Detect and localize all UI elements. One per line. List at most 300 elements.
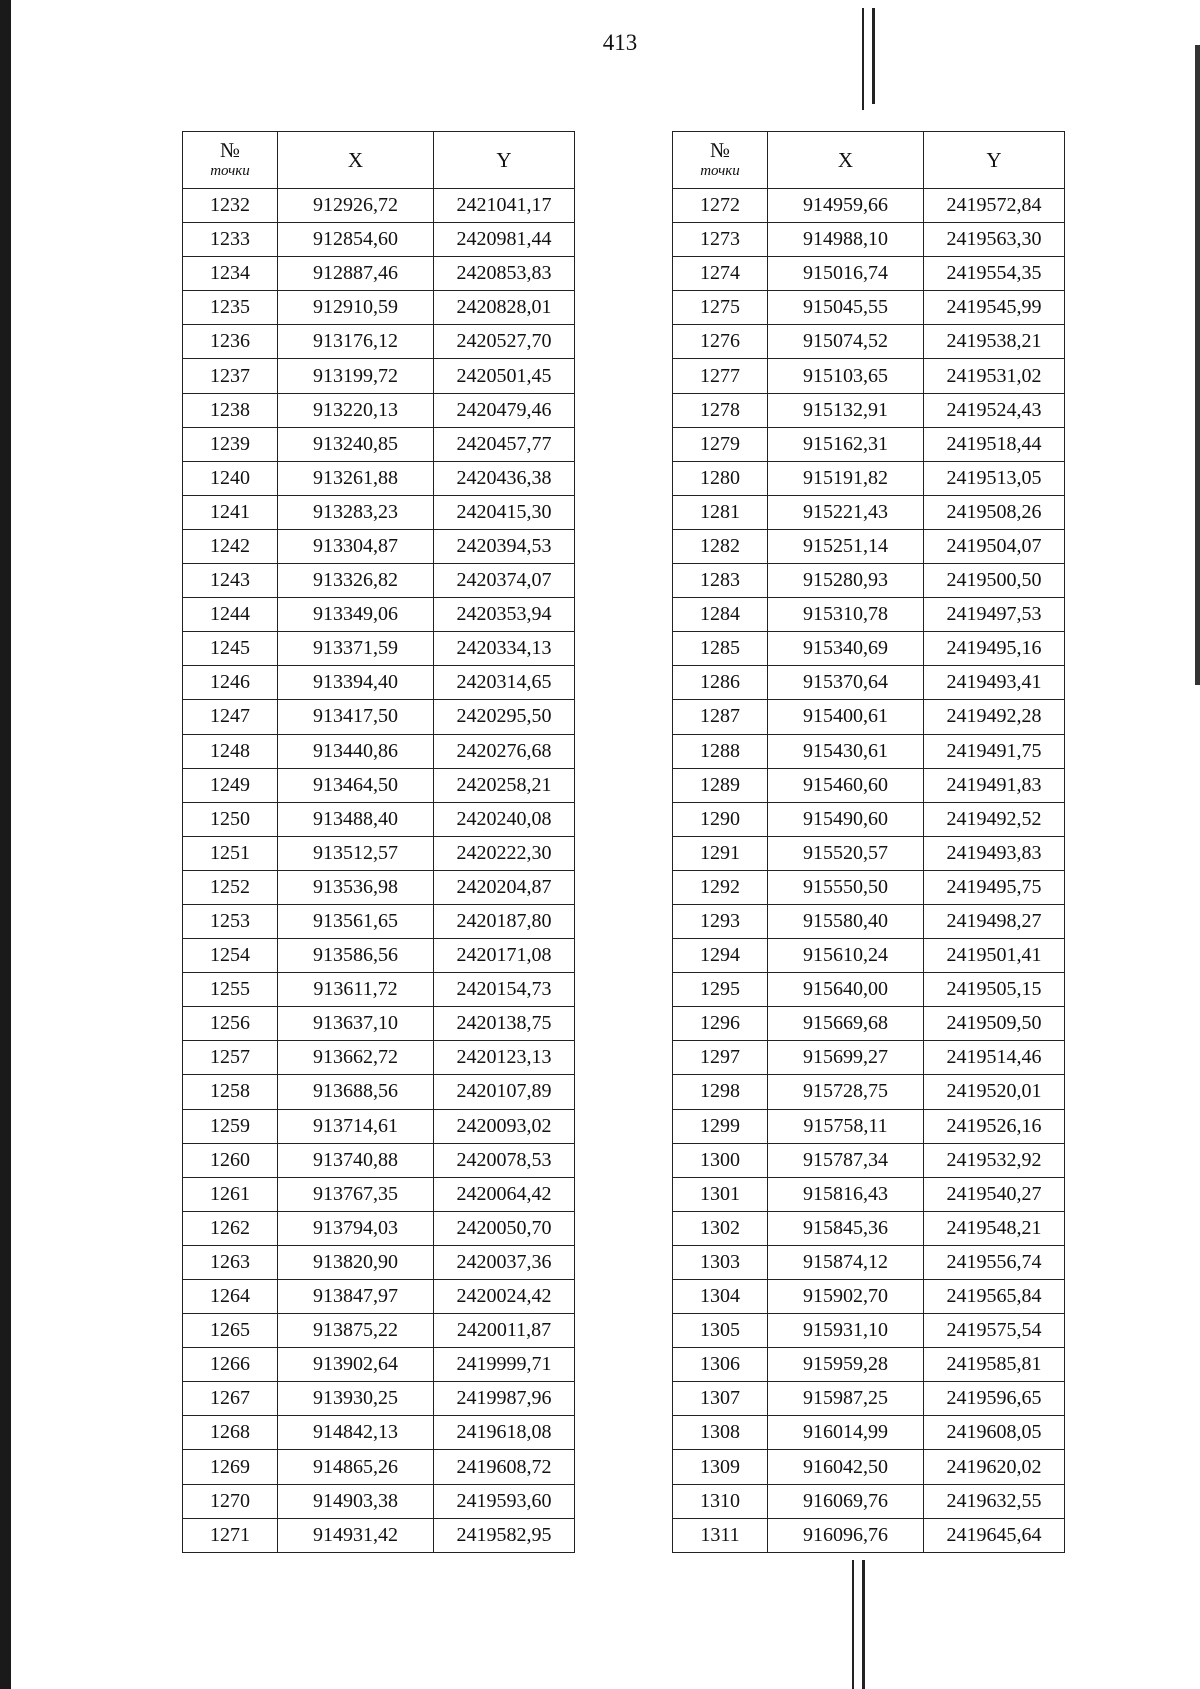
cell-x: 913304,87: [278, 529, 434, 563]
cell-point-number: 1280: [673, 461, 768, 495]
column-header-y: Y: [924, 132, 1065, 189]
cell-x: 913261,88: [278, 461, 434, 495]
cell-x: 915280,93: [768, 564, 924, 598]
cell-point-number: 1310: [673, 1484, 768, 1518]
cell-y: 2420415,30: [434, 495, 575, 529]
cell-y: 2419545,99: [924, 291, 1065, 325]
cell-y: 2419520,01: [924, 1075, 1065, 1109]
cell-point-number: 1275: [673, 291, 768, 325]
cell-point-number: 1268: [183, 1416, 278, 1450]
cell-point-number: 1290: [673, 802, 768, 836]
cell-x: 915074,52: [768, 325, 924, 359]
cell-y: 2420204,87: [434, 870, 575, 904]
cell-point-number: 1254: [183, 939, 278, 973]
binding-line-bottom-2: [862, 1560, 865, 1689]
column-header-x: X: [278, 132, 434, 189]
cell-x: 915699,27: [768, 1041, 924, 1075]
cell-point-number: 1252: [183, 870, 278, 904]
cell-point-number: 1306: [673, 1348, 768, 1382]
cell-y: 2419620,02: [924, 1450, 1065, 1484]
table-row: [183, 461, 575, 495]
table-row: [183, 598, 575, 632]
cell-x: 913930,25: [278, 1382, 434, 1416]
cell-point-number: 1233: [183, 223, 278, 257]
table-row: [183, 393, 575, 427]
table-row: [673, 598, 1065, 632]
cell-x: 914865,26: [278, 1450, 434, 1484]
cell-x: 915959,28: [768, 1348, 924, 1382]
cell-x: 913637,10: [278, 1007, 434, 1041]
cell-point-number: 1308: [673, 1416, 768, 1450]
table-row: [673, 1177, 1065, 1211]
cell-y: 2419500,50: [924, 564, 1065, 598]
table-row: [673, 802, 1065, 836]
table-row: [673, 836, 1065, 870]
cell-point-number: 1242: [183, 529, 278, 563]
cell-point-number: 1249: [183, 768, 278, 802]
table-row: [673, 1109, 1065, 1143]
table-row: [183, 1109, 575, 1143]
cell-y: 2420334,13: [434, 632, 575, 666]
cell-point-number: 1259: [183, 1109, 278, 1143]
cell-point-number: 1288: [673, 734, 768, 768]
cell-y: 2419501,41: [924, 939, 1065, 973]
cell-y: 2420374,07: [434, 564, 575, 598]
cell-point-number: 1295: [673, 973, 768, 1007]
cell-y: 2420064,42: [434, 1177, 575, 1211]
cell-y: 2419492,28: [924, 700, 1065, 734]
cell-point-number: 1260: [183, 1143, 278, 1177]
cell-point-number: 1238: [183, 393, 278, 427]
cell-x: 915640,00: [768, 973, 924, 1007]
table-row: [183, 700, 575, 734]
cell-point-number: 1300: [673, 1143, 768, 1177]
table-row: [183, 939, 575, 973]
table-row: [183, 1450, 575, 1484]
cell-y: 2419493,83: [924, 836, 1065, 870]
cell-point-number: 1234: [183, 257, 278, 291]
cell-x: 915016,74: [768, 257, 924, 291]
cell-y: 2419495,75: [924, 870, 1065, 904]
table-row: [673, 1348, 1065, 1382]
cell-y: 2421041,17: [434, 189, 575, 223]
header-point-label: точки: [700, 163, 740, 179]
table-row: [673, 1211, 1065, 1245]
cell-point-number: 1253: [183, 904, 278, 938]
table-row: [183, 223, 575, 257]
cell-y: 2419492,52: [924, 802, 1065, 836]
cell-x: 915610,24: [768, 939, 924, 973]
cell-x: 916014,99: [768, 1416, 924, 1450]
cell-y: 2420276,68: [434, 734, 575, 768]
table-row: [183, 1211, 575, 1245]
cell-x: 915787,34: [768, 1143, 924, 1177]
cell-y: 2419999,71: [434, 1348, 575, 1382]
cell-y: 2419608,05: [924, 1416, 1065, 1450]
table-row: [673, 1007, 1065, 1041]
cell-y: 2419596,65: [924, 1382, 1065, 1416]
cell-point-number: 1267: [183, 1382, 278, 1416]
cell-point-number: 1297: [673, 1041, 768, 1075]
table-row: [183, 325, 575, 359]
table-row: [183, 666, 575, 700]
cell-y: 2419538,21: [924, 325, 1065, 359]
cell-y: 2419505,15: [924, 973, 1065, 1007]
table-row: [673, 529, 1065, 563]
table-row: [673, 973, 1065, 1007]
cell-x: 915816,43: [768, 1177, 924, 1211]
table-row: [183, 564, 575, 598]
table-row: [673, 564, 1065, 598]
cell-x: 913220,13: [278, 393, 434, 427]
cell-y: 2420501,45: [434, 359, 575, 393]
coordinates-table-right: [672, 131, 1065, 1553]
cell-y: 2419495,16: [924, 632, 1065, 666]
table-row: [673, 632, 1065, 666]
cell-y: 2420138,75: [434, 1007, 575, 1041]
header-no-sign: №: [219, 138, 241, 162]
cell-y: 2419513,05: [924, 461, 1065, 495]
cell-x: 913561,65: [278, 904, 434, 938]
table-row: [183, 768, 575, 802]
cell-y: 2419575,54: [924, 1314, 1065, 1348]
cell-x: 914903,38: [278, 1484, 434, 1518]
cell-x: 913611,72: [278, 973, 434, 1007]
cell-y: 2420527,70: [434, 325, 575, 359]
cell-point-number: 1258: [183, 1075, 278, 1109]
cell-y: 2420394,53: [434, 529, 575, 563]
cell-x: 915669,68: [768, 1007, 924, 1041]
cell-y: 2420154,73: [434, 973, 575, 1007]
cell-point-number: 1277: [673, 359, 768, 393]
cell-x: 916042,50: [768, 1450, 924, 1484]
cell-y: 2419524,43: [924, 393, 1065, 427]
table-row: [183, 1382, 575, 1416]
cell-point-number: 1285: [673, 632, 768, 666]
cell-point-number: 1269: [183, 1450, 278, 1484]
column-header-x: X: [768, 132, 924, 189]
cell-point-number: 1248: [183, 734, 278, 768]
cell-x: 915221,43: [768, 495, 924, 529]
cell-point-number: 1236: [183, 325, 278, 359]
cell-x: 915310,78: [768, 598, 924, 632]
table-row: [673, 1314, 1065, 1348]
cell-y: 2419498,27: [924, 904, 1065, 938]
table-row: [183, 291, 575, 325]
cell-point-number: 1246: [183, 666, 278, 700]
cell-point-number: 1245: [183, 632, 278, 666]
cell-x: 915874,12: [768, 1245, 924, 1279]
cell-x: 915103,65: [768, 359, 924, 393]
table-row: [673, 1416, 1065, 1450]
table-row: [183, 973, 575, 1007]
cell-x: 913176,12: [278, 325, 434, 359]
cell-point-number: 1296: [673, 1007, 768, 1041]
cell-x: 915191,82: [768, 461, 924, 495]
table-row: [673, 495, 1065, 529]
table-row: [673, 666, 1065, 700]
table-row: [673, 1484, 1065, 1518]
cell-y: 2420353,94: [434, 598, 575, 632]
cell-point-number: 1263: [183, 1245, 278, 1279]
column-header-point-number: [673, 132, 768, 189]
cell-point-number: 1298: [673, 1075, 768, 1109]
table-row: [183, 1280, 575, 1314]
cell-point-number: 1262: [183, 1211, 278, 1245]
table-row: [183, 189, 575, 223]
cell-x: 913662,72: [278, 1041, 434, 1075]
cell-y: 2419645,64: [924, 1518, 1065, 1552]
cell-x: 915728,75: [768, 1075, 924, 1109]
cell-x: 913875,22: [278, 1314, 434, 1348]
cell-point-number: 1271: [183, 1518, 278, 1552]
cell-y: 2419632,55: [924, 1484, 1065, 1518]
cell-point-number: 1255: [183, 973, 278, 1007]
cell-x: 913464,50: [278, 768, 434, 802]
table-row: [673, 393, 1065, 427]
cell-point-number: 1264: [183, 1280, 278, 1314]
table-row: [673, 904, 1065, 938]
cell-point-number: 1286: [673, 666, 768, 700]
cell-x: 913199,72: [278, 359, 434, 393]
table-row: [673, 734, 1065, 768]
cell-y: 2419514,46: [924, 1041, 1065, 1075]
table-row: [673, 1280, 1065, 1314]
cell-point-number: 1272: [673, 189, 768, 223]
page-number: 413: [602, 30, 638, 55]
table-row: [183, 257, 575, 291]
header-point-label: точки: [210, 163, 250, 179]
table-row: [183, 904, 575, 938]
table-row: [183, 1143, 575, 1177]
cell-y: 2419509,50: [924, 1007, 1065, 1041]
cell-y: 2420024,42: [434, 1280, 575, 1314]
cell-x: 915758,11: [768, 1109, 924, 1143]
cell-y: 2420171,08: [434, 939, 575, 973]
cell-point-number: 1303: [673, 1245, 768, 1279]
cell-y: 2420258,21: [434, 768, 575, 802]
table-row: [183, 802, 575, 836]
cell-point-number: 1251: [183, 836, 278, 870]
cell-x: 913767,35: [278, 1177, 434, 1211]
cell-y: 2419531,02: [924, 359, 1065, 393]
table-row: [673, 1450, 1065, 1484]
cell-y: 2420107,89: [434, 1075, 575, 1109]
cell-y: 2419548,21: [924, 1211, 1065, 1245]
cell-x: 915931,10: [768, 1314, 924, 1348]
cell-y: 2419618,08: [434, 1416, 575, 1450]
table-row: [673, 1245, 1065, 1279]
cell-y: 2420222,30: [434, 836, 575, 870]
cell-x: 915490,60: [768, 802, 924, 836]
cell-point-number: 1235: [183, 291, 278, 325]
cell-point-number: 1307: [673, 1382, 768, 1416]
cell-point-number: 1293: [673, 904, 768, 938]
cell-point-number: 1284: [673, 598, 768, 632]
table-row: [183, 1314, 575, 1348]
cell-x: 913488,40: [278, 802, 434, 836]
cell-x: 915845,36: [768, 1211, 924, 1245]
cell-x: 913820,90: [278, 1245, 434, 1279]
cell-point-number: 1250: [183, 802, 278, 836]
cell-x: 914931,42: [278, 1518, 434, 1552]
cell-point-number: 1266: [183, 1348, 278, 1382]
cell-point-number: 1283: [673, 564, 768, 598]
cell-y: 2419540,27: [924, 1177, 1065, 1211]
cell-y: 2420093,02: [434, 1109, 575, 1143]
table-row: [673, 189, 1065, 223]
cell-point-number: 1305: [673, 1314, 768, 1348]
cell-y: 2419493,41: [924, 666, 1065, 700]
cell-point-number: 1287: [673, 700, 768, 734]
table-header-row: [673, 132, 1065, 189]
header-no-sign: №: [709, 138, 731, 162]
cell-x: 913847,97: [278, 1280, 434, 1314]
cell-x: 912854,60: [278, 223, 434, 257]
cell-point-number: 1302: [673, 1211, 768, 1245]
cell-y: 2419593,60: [434, 1484, 575, 1518]
cell-y: 2420828,01: [434, 291, 575, 325]
cell-x: 915400,61: [768, 700, 924, 734]
cell-x: 913326,82: [278, 564, 434, 598]
cell-y: 2419526,16: [924, 1109, 1065, 1143]
cell-y: 2420123,13: [434, 1041, 575, 1075]
table-row: [673, 1041, 1065, 1075]
cell-point-number: 1244: [183, 598, 278, 632]
cell-point-number: 1281: [673, 495, 768, 529]
cell-x: 914842,13: [278, 1416, 434, 1450]
cell-y: 2419563,30: [924, 223, 1065, 257]
cell-x: 915251,14: [768, 529, 924, 563]
cell-x: 913349,06: [278, 598, 434, 632]
cell-y: 2419556,74: [924, 1245, 1065, 1279]
cell-y: 2420240,08: [434, 802, 575, 836]
cell-x: 915162,31: [768, 427, 924, 461]
cell-x: 916096,76: [768, 1518, 924, 1552]
cell-point-number: 1304: [673, 1280, 768, 1314]
cell-x: 913794,03: [278, 1211, 434, 1245]
binding-line-top-2: [872, 8, 875, 104]
cell-point-number: 1273: [673, 223, 768, 257]
cell-point-number: 1241: [183, 495, 278, 529]
cell-point-number: 1299: [673, 1109, 768, 1143]
cell-point-number: 1256: [183, 1007, 278, 1041]
cell-x: 915460,60: [768, 768, 924, 802]
cell-x: 915132,91: [768, 393, 924, 427]
cell-y: 2420479,46: [434, 393, 575, 427]
table-row: [673, 427, 1065, 461]
cell-point-number: 1247: [183, 700, 278, 734]
cell-x: 915550,50: [768, 870, 924, 904]
cell-y: 2419554,35: [924, 257, 1065, 291]
cell-x: 915520,57: [768, 836, 924, 870]
table-row: [183, 632, 575, 666]
cell-point-number: 1301: [673, 1177, 768, 1211]
cell-y: 2419582,95: [434, 1518, 575, 1552]
cell-point-number: 1240: [183, 461, 278, 495]
cell-x: 915045,55: [768, 291, 924, 325]
cell-y: 2419518,44: [924, 427, 1065, 461]
cell-point-number: 1291: [673, 836, 768, 870]
table-row: [183, 1484, 575, 1518]
cell-y: 2420078,53: [434, 1143, 575, 1177]
cell-point-number: 1309: [673, 1450, 768, 1484]
table-row: [673, 1382, 1065, 1416]
table-row: [183, 529, 575, 563]
cell-y: 2419565,84: [924, 1280, 1065, 1314]
cell-x: 913688,56: [278, 1075, 434, 1109]
cell-point-number: 1292: [673, 870, 768, 904]
cell-y: 2420457,77: [434, 427, 575, 461]
column-header-y: Y: [434, 132, 575, 189]
cell-y: 2419585,81: [924, 1348, 1065, 1382]
table-row: [673, 1075, 1065, 1109]
cell-point-number: 1232: [183, 189, 278, 223]
cell-point-number: 1237: [183, 359, 278, 393]
cell-point-number: 1274: [673, 257, 768, 291]
table-row: [673, 325, 1065, 359]
table-row: [673, 461, 1065, 495]
table-row: [673, 1518, 1065, 1552]
table-row: [183, 1007, 575, 1041]
cell-x: 913902,64: [278, 1348, 434, 1382]
cell-x: 913740,88: [278, 1143, 434, 1177]
cell-x: 915580,40: [768, 904, 924, 938]
cell-y: 2419508,26: [924, 495, 1065, 529]
cell-x: 913536,98: [278, 870, 434, 904]
table-row: [183, 1245, 575, 1279]
cell-x: 915902,70: [768, 1280, 924, 1314]
cell-y: 2420187,80: [434, 904, 575, 938]
table-row: [183, 1518, 575, 1552]
cell-point-number: 1311: [673, 1518, 768, 1552]
cell-x: 915340,69: [768, 632, 924, 666]
cell-x: 913417,50: [278, 700, 434, 734]
table-row: [673, 768, 1065, 802]
binding-line-bottom: [852, 1560, 854, 1689]
table-row: [183, 870, 575, 904]
cell-x: 913371,59: [278, 632, 434, 666]
cell-y: 2420050,70: [434, 1211, 575, 1245]
cell-y: 2420981,44: [434, 223, 575, 257]
cell-y: 2419987,96: [434, 1382, 575, 1416]
table-row: [183, 1075, 575, 1109]
cell-x: 913440,86: [278, 734, 434, 768]
table-header-row: [183, 132, 575, 189]
cell-x: 912910,59: [278, 291, 434, 325]
table-row: [183, 734, 575, 768]
table-row: [673, 939, 1065, 973]
table-row: [673, 223, 1065, 257]
cell-y: 2420436,38: [434, 461, 575, 495]
cell-point-number: 1278: [673, 393, 768, 427]
binding-line-top: [862, 8, 864, 110]
cell-y: 2420295,50: [434, 700, 575, 734]
cell-y: 2420314,65: [434, 666, 575, 700]
cell-point-number: 1239: [183, 427, 278, 461]
table-row: [183, 1348, 575, 1382]
cell-point-number: 1257: [183, 1041, 278, 1075]
table-row: [183, 359, 575, 393]
cell-point-number: 1265: [183, 1314, 278, 1348]
cell-point-number: 1289: [673, 768, 768, 802]
column-header-point-number: [183, 132, 278, 189]
cell-point-number: 1270: [183, 1484, 278, 1518]
cell-x: 916069,76: [768, 1484, 924, 1518]
cell-x: 913240,85: [278, 427, 434, 461]
cell-point-number: 1294: [673, 939, 768, 973]
cell-x: 915370,64: [768, 666, 924, 700]
